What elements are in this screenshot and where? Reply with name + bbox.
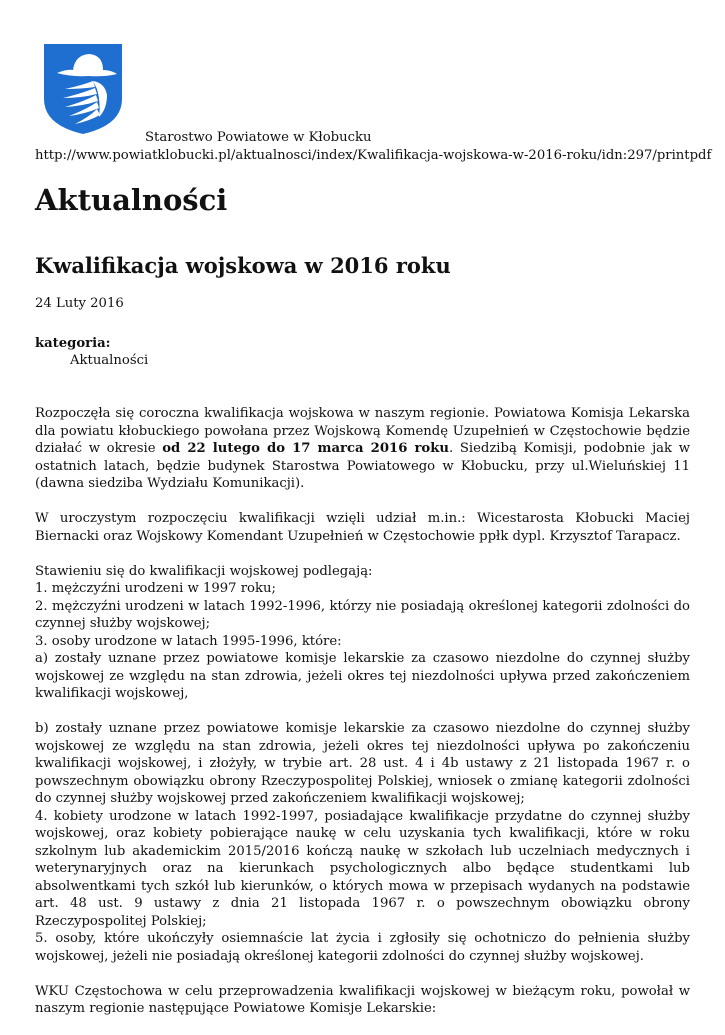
list-item-5: 5. osoby, które ukończyły osiemnaście lat życia i zgłosiły się ochotniczo do pełnienia służby wojskowej, jeżeli nie posiadają określonej kategorii zdolności do czynnej służby wojskowej. bbox=[35, 931, 690, 964]
paragraph-commissions: WKU Częstochowa w celu przeprowadzenia kwalifikacji wojskowej w bieżącym roku, powołał w naszym regionie następujące Powiatowe Komisje Lekarskie: bbox=[35, 983, 690, 1016]
list-item-4: 4. kobiety urodzone w latach 1992-1997, posiadające kwalifikacje przydatne do czynnej służby wojskowej, oraz kobiety pobierające naukę w celu uzyskania tych kwalifikacji, które w roku szkolnym lub akademickim 2015/2016 kończą naukę w szkołach lub uczelniach medycznych i weterynaryjnych oraz na kierunkach psychologicznych albo będące studentkami lub absolwentkami tych szkół lub kierunków, o których mowa w przepisach wydanych na podstawie art. 48 ust. 9 ustawy z dnia 21 listopada 1967 r. o powszechnym obowiązku obrony Rzeczypospolitej Polskiej; bbox=[35, 808, 690, 929]
article-title: Kwalifikacja wojskowa w 2016 roku bbox=[35, 253, 451, 278]
list-item-3a: a) zostały uznane przez powiatowe komisje lekarskie za czasowo niezdolne do czynnej służby wojskowej ze względu na stan zdrowia, jeżeli okres tej niezdolności upływa przed zakończeniem kwalifikacji wojskowej, bbox=[35, 651, 690, 701]
section-title: Aktualności bbox=[35, 183, 228, 217]
article-date: 24 Luty 2016 bbox=[35, 296, 124, 311]
date-range-bold: od 22 lutego do 17 marca 2016 roku bbox=[162, 441, 449, 456]
list-item-2: 2. mężczyźni urodzeni w latach 1992-1996, którzy nie posiadają określonej kategorii zdolności do czynnej służby wojskowej; bbox=[35, 598, 690, 631]
organization-name: Starostwo Powiatowe w Kłobucku bbox=[145, 130, 372, 145]
coat-of-arms-logo bbox=[43, 43, 123, 135]
list-item-3: 3. osoby urodzone w latach 1995-1996, które: bbox=[35, 633, 342, 649]
list-intro: Stawieniu się do kwalifikacji wojskowej podlegają: bbox=[35, 563, 373, 579]
print-header bbox=[35, 129, 712, 164]
list-item-1: 1. mężczyźni urodzeni w 1997 roku; bbox=[35, 581, 276, 596]
category-value[interactable]: Aktualności bbox=[70, 353, 149, 368]
paragraph-ceremony: W uroczystym rozpoczęciu kwalifikacji wzięli udział m.in.: Wicestarosta Kłobucki Maciej Biernacki oraz Wojskowy Komendant Uzupełnień w Częstochowie ppłk dypl. Krzysztof Tarapacz. bbox=[35, 511, 690, 544]
list-item-3b: b) zostały uznane przez powiatowe komisje lekarskie za czasowo niezdolne do czynnej służby wojskowej ze względu na stan zdrowia, jeżeli okres tej niezdolności upływa po zakończeniu kwalifikacji wojskowej, i złożyły, w trybie art. 28 ust. 4 i 4b ustawy z 21 listopada 1967 r. o powszechnym obowiązku obrony Rzeczypospolitej Polskiej, wniosek o zmianę kategorii zdolności do czynnej służby wojskowej przed zakończeniem kwalifikacji wojskowej; bbox=[35, 721, 690, 806]
source-url[interactable]: http://www.powiatklobucki.pl/aktualnosci/index/Kwalifikacja-wojskowa-w-2016-roku/idn:297/printpdf bbox=[35, 147, 712, 163]
article-body bbox=[35, 405, 690, 1035]
paragraph-intro: Rozpoczęła się coroczna kwalifikacja wojskowa w naszym regionie. Powiatowa Komisja Lekarska dla powiatu kłobuckiego powołana przez Wojskową Komendę Uzupełnień w Częstochowie będzie działać w okresie od 22 lutego do 17 marca 2016 roku. Siedzibą Komisji, podobnie jak w ostatnich latach, będzie budynek Starostwa Powiatowego w Kłobucku, przy ul.Wieluńskiej 11 (dawna siedziba Wydziału Komunikacji). bbox=[35, 406, 690, 491]
category-label: kategoria: bbox=[35, 336, 111, 351]
